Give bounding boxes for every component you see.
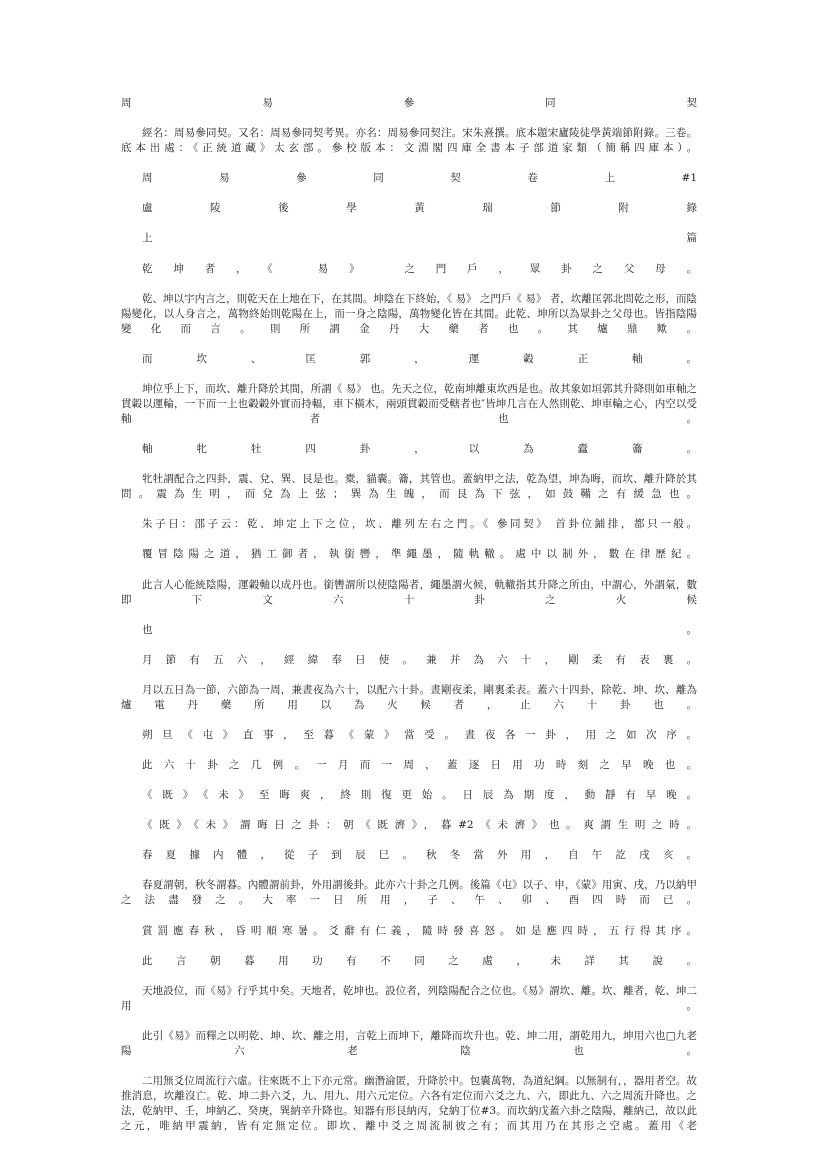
- commentary-paragraph-5: 此言人心能統陰陽，運轂軸以成丹也。銜轡謂所以使陰陽者，繩墨謂火候，軌轍指其升降之所由，中謂心，外謂氣，數即下文六十卦之火候: [121, 578, 697, 606]
- verse-paragraph-3: 軸牝牡四卦，以為蠹籥。: [142, 443, 697, 456]
- commentary-paragraph-9: 春夏謂朝，秋冬謂暮。內體謂前卦，外用謂後卦。此亦六十卦之几例。後篇《屯》以子、申，《蒙》用寅、戌，乃以納甲之法盡發之。大率一日所用，子、午、卯、酉四時而已。: [121, 879, 697, 907]
- verse-paragraph-9: 賞罰應春秋，昏明順寒暑。爻辭有仁義，隨時發喜怒。如是應四時，五行得其序。: [142, 924, 697, 937]
- verse-paragraph-5: 月節有五六，經緯奉日使。兼并為六十，剛柔有表裏。: [142, 653, 697, 666]
- verse-paragraph-6: 朔旦《屯》直事，至暮《蒙》當受。晝夜各一卦，用之如次序。: [142, 728, 697, 741]
- commentary-paragraph-12: 二用無爻位周流行六虛。往來既不上下亦元常。幽潛淪匿，升降於中。包囊萬物，為道紀綱。以無制有，，器用者空。故推消息，坎離沒亡。乾、坤二卦六爻，九、用九、用六元定位。六各有定位而六爻之九、六，即此九、六之周流升降也。之法，乾納甲、壬，坤納乙、癸庚，巽納辛升降也。知器有形艮納丙，兌納丁位#3。而坎納戊蓋六卦之陰陽，離納己，故以此之元，唯納甲震納，皆有定無定位。即坎、離中爻之周流制彼之有；而其用乃在其形之空處。蓋用《老: [121, 1075, 697, 1133]
- commentary-paragraph-4: 朱子日：邵子云：乾、坤定上下之位，坎、離列左右之門。《 參同契》 首卦位鋪排，都只一般。: [142, 518, 697, 531]
- commentary-paragraph-11: 此引《易》而釋之以明乾、坤、坎、離之用，言乾上而坤下，離降而坎升也。乾、坤二用，謂乾用九，坤用六也□九老陽六老陰也。: [121, 1029, 697, 1057]
- verse-paragraph-10: 天地設位，而《易》行乎其中矣。天地者，乾坤也。設位者，列陰陽配合之位也。《易》謂坎、離。坎、離者，乾、坤二用。: [121, 984, 697, 1012]
- verse-paragraph-2: 而坎、匡郭，運轂正軸。: [142, 352, 697, 365]
- commentary-paragraph-1: 乾、坤以宇内言之，則乾天在上地在下，在其間。坤陰在下終始，《 易》 之門戶《 易》 者，坎離匡郭北問乾之形，而陰陽變化，以人身言之，萬物終始則乾陽在上，而一身之陰陽，萬物變化皆在其間。此乾、坤所以為眾卦之父母也。皆指陰陽變化而言。則所謂金丹大藥者也。其爐鼎歟。: [121, 292, 697, 335]
- commentary-paragraph-2: 坤位乎上下，而坎、離升降於其間，所謂《 易》 也。先天之位，乾南坤離東坎西是也。故其象如垣郭其升降則如車軸之貫轂以運輪，一下而一上也轂轂外實而持輻，車下橫木，兩頭貫轂而受轄者也″皆坤几言在人然則乾、坤車輪之心，内空以受軸者也。: [121, 382, 697, 425]
- commentary-paragraph-8: 《既》《未》謂晦日之卦：朝《既濟》，暮#2《未濟》也。爽謂生明之時。: [142, 819, 697, 832]
- verse-paragraph-8: 春夏據内體，從子到辰巳。秋冬當外用，自午訖戌亥。: [142, 849, 697, 862]
- commentary-paragraph-3: 牝牡謂配合之四卦，震、兌、巽、艮是也。橐，貓囊。籥，其管也。蓋納甲之法，乾為望，坤為晦，而坎、離升降於其問。震為生明，而兌為上弦；巽為生魄，而艮為下弦，如鼓鞴之有緩急也。: [121, 473, 697, 501]
- volume-heading: 周易參同契卷上#1: [142, 172, 697, 185]
- bibliographic-note-paragraph: 經名：周易參同契。又名：周易參同契考異。亦名：周易參同契注。宋朱熹撰。底本題宋廬陵徒學黃端節附錄。三卷。底本出處：《正統道藏》太玄部。參校版本：文淵閣四庫全書本子部道家類（簡稱四庫本）。: [121, 127, 697, 155]
- commentary-paragraph-7: 此六十卦之几例。一月而一周，蓋逐日用功時刻之早晚也。: [142, 759, 697, 772]
- section-heading-shangpian: 上篇: [142, 232, 697, 245]
- verse-paragraph-1: 乾坤者，《 易》 之門戶，眾卦之父母。: [142, 262, 697, 275]
- verse-paragraph-7: 《既》《未》至晦爽，終則復更始。日辰為期度，動靜有早晚。: [142, 789, 697, 802]
- verse-paragraph-4: 覆冒陰陽之道，猶工御者，執銜轡，準繩墨，隨軌轍。處中以制外，數在律歷紀。: [142, 548, 697, 561]
- attribution-heading: 盧陵後學黃瑞節附錄: [142, 202, 697, 215]
- document-body: [121, 96, 697, 1149]
- commentary-paragraph-6: 月以五日為一節，六節為一周，兼晝夜為六十，以配六十卦。晝剛夜柔，剛裏柔表。蓋六十四卦，除乾、坤、坎、離為爐電丹藥所用以為火候者，止六十卦也。: [121, 683, 697, 711]
- commentary-paragraph-5-tail: 也。: [142, 623, 697, 636]
- document-title-line: 周易參同契: [121, 97, 697, 109]
- commentary-paragraph-10: 此言朝暮用功有不同之處，未詳其說。: [142, 954, 697, 967]
